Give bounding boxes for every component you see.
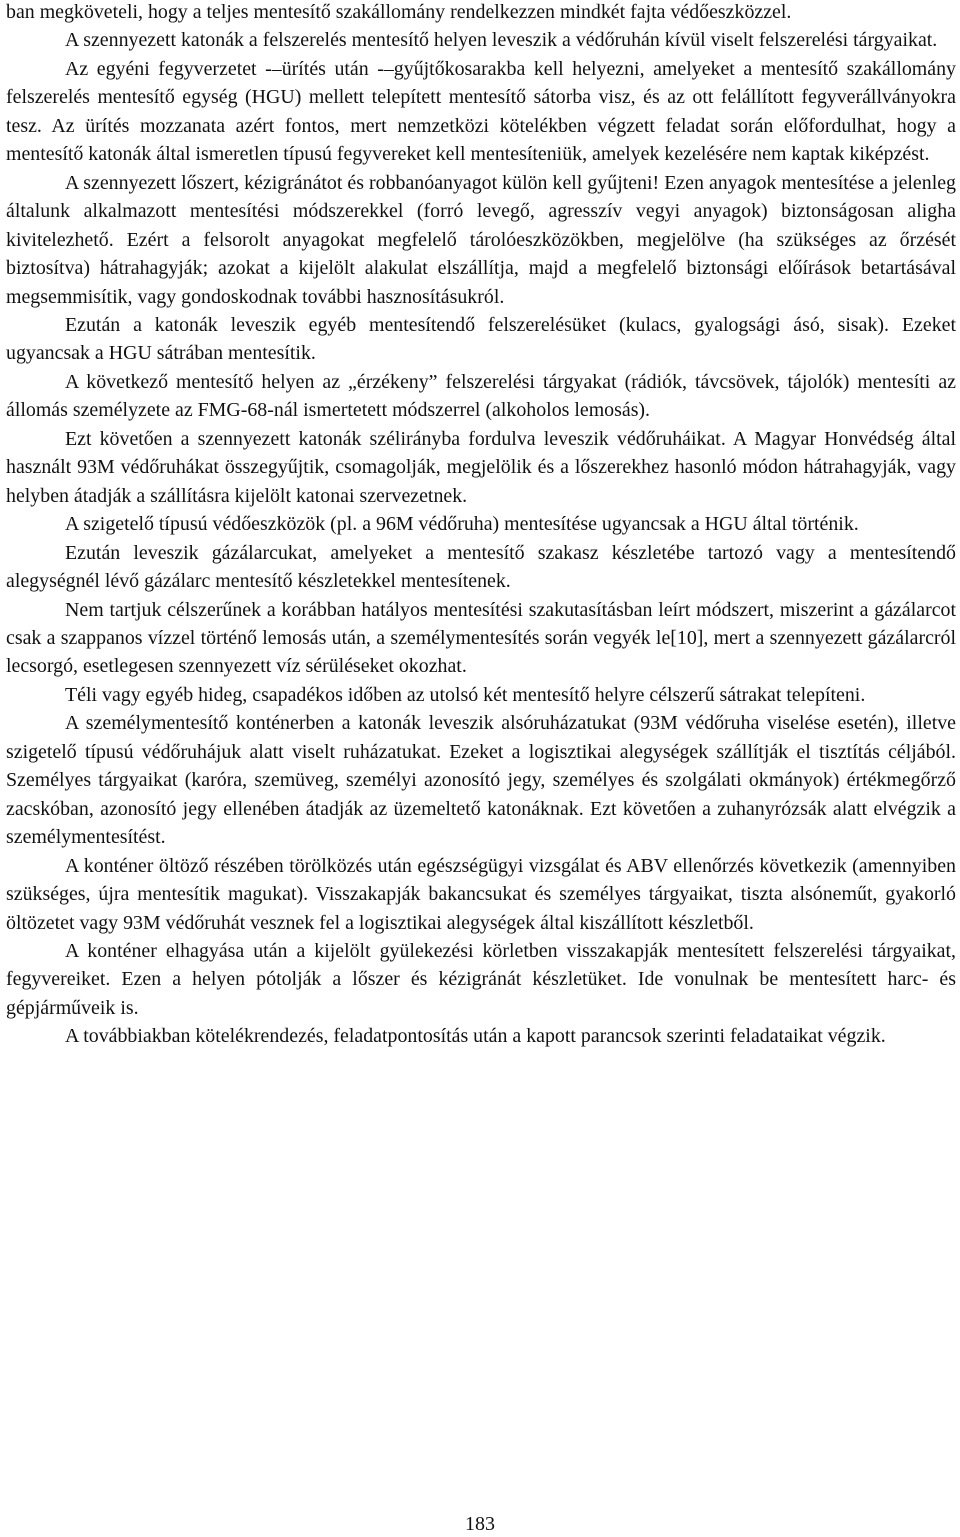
paragraph: Ezt követően a szennyezett katonák szélirányba fordulva leveszik védőruháikat. A Magyar Honvédség által használt 93M védőruhákat összegyűjtik, csomagolják, megjelölik és a lőszerekhez hasonló módon hátrahagyják, vagy helyben átadják a szállításra kijelölt katonai szervezetnek. [6, 427, 956, 507]
paragraph-continued: ban megköveteli, hogy a teljes mentesítő szakállomány rendelkezzen mindkét fajta védőeszközzel. [6, 1, 792, 23]
paragraph: A konténer öltöző részében törölközés után egészségügyi vizsgálat és ABV ellenőrzés következik (amennyiben szükséges, újra mentesítik magukat). Visszakapják bakancsukat és személyes tárgyaikat, tiszta alsóneműt, gyakorló öltözetet vagy 93M védőruhát vesznek fel a logisztikai alegységek által kiszállított készletből. [6, 854, 956, 934]
paragraph: A személymentesítő konténerben a katonák leveszik alsóruházatukat (93M védőruha viselése esetén), illetve szigetelő típusú védőruhájuk alatt viselt ruházatukat. Ezeket a logisztikai alegységek szállítják el tisztítás céljából. Személyes tárgyaikat (karóra, szemüveg, személyi azonosító jegy, személyes és szolgálati okmányok) értékmegőrző zacskóban, azonosító jegy ellenében átadják az üzemeltető katonáknak. Ezt követően a zuhanyrózsák alatt elvégzik a személymentesítést. [6, 712, 956, 849]
paragraph: Téli vagy egyéb hideg, csapadékos időben az utolsó két mentesítő helyre célszerű sátrakat telepíteni. [65, 683, 866, 706]
paragraph: Ezután a katonák leveszik egyéb mentesítendő felszerelésüket (kulacs, gyalogsági ásó, sisak). Ezeket ugyancsak a HGU sátrában mentesítik. [6, 313, 956, 365]
paragraph: A szigetelő típusú védőeszközök (pl. a 96M védőruha) mentesítése ugyancsak a HGU által történik. [65, 513, 859, 536]
paragraph: A konténer elhagyása után a kijelölt gyülekezési körletben visszakapják mentesített felszerelési tárgyaikat, fegyvereiket. Ezen a helyen pótolják a lőszer és kézigránát készletüket. Ide vonulnak be mentesített harc- és gépjárműveik is. [6, 939, 956, 1019]
paragraph: Nem tartjuk célszerűnek a korábban hatályos mentesítési szakutasításban leírt módszert, miszerint a gázálarcot csak a szappanos vízzel történő lemosás után, a személymentesítés során vegyék le[10], mert a szennyezett gázálarcról lecsorgó, esetlegesen szennyezett víz sérüléseket okozhat. [6, 598, 956, 678]
paragraph: A továbbiakban kötelékrendezés, feladatpontosítás után a kapott parancsok szerinti feladataikat végzik. [65, 1025, 886, 1048]
paragraph: Az egyéni fegyverzetet -–ürítés után -–gyűjtőkosarakba kell helyezni, amelyeket a mentesítő szakállomány felszerelés mentesítő egység (HGU) mellett telepített mentesítő sátorba visz, és az ott felállított fegyverállványokra tesz. Az ürítés mozzanata azért fontos, mert nemzetközi kötelékben végzett feladat során előfordulhat, hogy a mentesítő katonák által ismeretlen típusú fegyvereket kell mentesíteniük, amelyek kezelésére nem kaptak kiképzést. [6, 57, 956, 166]
paragraph: A szennyezett lőszert, kézigránátot és robbanóanyagot külön kell gyűjteni! Ezen anyagok mentesítése a jelenleg általunk alkalmazott mentesítési módszerekkel (forró levegő, agresszív vegyi anyagok) biztonságosan aligha kivitelezhető. Ezért a felsorolt anyagokat megfelelő tárolóeszközökben, megjelölve (ha szükséges az őrzését biztosítva) hátrahagyják; azokat a kijelölt alakulat elszállítja, majd a megfelelő biztonsági előírások betartásával megsemmisítik, vagy gondoskodnak további hasznosításukról. [6, 171, 956, 308]
paragraph: A következő mentesítő helyen az „érzékeny” felszerelési tárgyakat (rádiók, távcsövek, tájolók) mentesíti az állomás személyzete az FMG-68-nál ismertetett módszerrel (alkoholos lemosás). [6, 370, 956, 422]
paragraph: Ezután leveszik gázálarcukat, amelyeket a mentesítő szakasz készletébe tartozó vagy a mentesítendő alegységnél lévő gázálarc mentesítő készletekkel mentesítenek. [6, 541, 956, 593]
body-text [6, 0, 956, 1051]
page-number: 183 [465, 1513, 495, 1535]
paragraph: A szennyezett katonák a felszerelés mentesítő helyen leveszik a védőruhán kívül viselt felszerelési tárgyaikat. [65, 29, 938, 52]
